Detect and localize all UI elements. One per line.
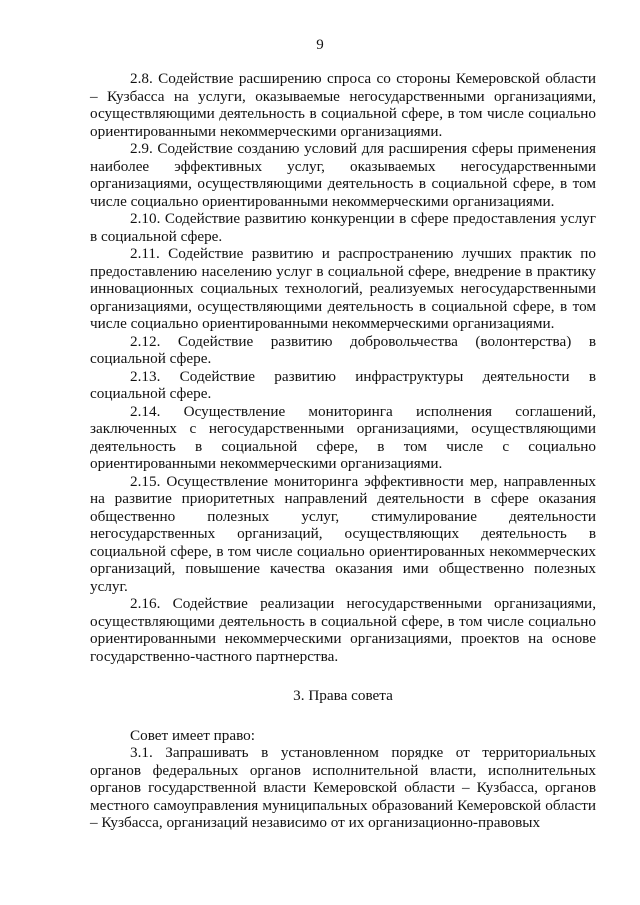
clause-2-8: 2.8. Содействие расширению спроса со стороны Кемеровской области – Кузбасса на услуги, оказываемые негосударственными организациями, осуществляющими деятельность в социальной сфере, в том числе социально ориентированными некоммерческими организациями. <box>90 70 596 140</box>
clause-2-16: 2.16. Содействие реализации негосударственными организациями, осуществляющими деятельность в социальной сфере, в том числе социально ориентированными некоммерческими организациями, проектов на основе государственно-частного партнерства. <box>90 595 596 665</box>
document-body <box>90 70 596 832</box>
clause-3-1: 3.1. Запрашивать в установленном порядке от территориальных органов федеральных органов исполнительной власти, исполнительных органов государственной власти Кемеровской области – Кузбасса, органов местного самоуправления муниципальных образований Кемеровской области – Кузбасса, организаций независимо от их организационно-правовых <box>90 744 596 831</box>
clause-2-11: 2.11. Содействие развитию и распространению лучших практик по предоставлению населению услуг в социальной сфере, внедрение в практику инновационных социальных технологий, реализуемых негосударственными организациями, осуществляющими деятельность в социальной сфере, в том числе социально ориентированными некоммерческими организациями. <box>90 245 596 332</box>
clause-2-14: 2.14. Осуществление мониторинга исполнения соглашений, заключенных с негосударственными организациями, осуществляющими деятельность в социальной сфере, в том числе с социально ориентированными некоммерческими организациями. <box>90 402 596 472</box>
section-intro: Совет имеет право: <box>130 726 255 744</box>
clause-2-13: 2.13. Содействие развитию инфраструктуры деятельности в социальной сфере. <box>90 367 596 402</box>
clause-2-15: 2.15. Осуществление мониторинга эффективности мер, направленных на развитие приоритетных направлений деятельности в сфере оказания общественно полезных услуг, стимулирование деятельности негосударственных организаций, осуществляющих деятельность в социальной сфере, в том числе социально ориентированных некоммерческих организаций, повышение качества оказания ими общественно полезных услуг. <box>90 472 596 595</box>
section-title: 3. Права совета <box>293 687 393 704</box>
clause-2-10: 2.10. Содействие развитию конкуренции в сфере предоставления услуг в социальной сфере. <box>90 210 596 245</box>
clause-2-12: 2.12. Содействие развитию добровольчества (волонтерства) в социальной сфере. <box>90 332 596 367</box>
clause-2-9: 2.9. Содействие созданию условий для расширения сферы применения наиболее эффективных услуг, оказываемых негосударственными организациями, осуществляющими деятельность в социальной сфере, в том числе социально ориентированными некоммерческими организациями. <box>90 140 596 210</box>
page-number: 9 <box>316 37 324 53</box>
